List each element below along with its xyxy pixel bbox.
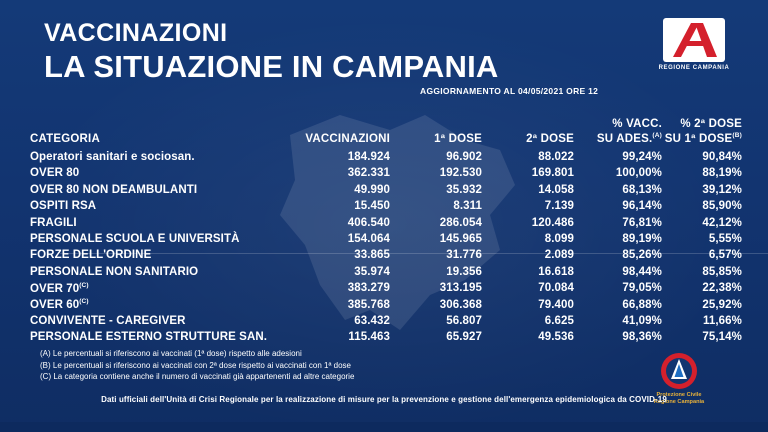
table-body	[30, 149, 742, 346]
table-row	[30, 165, 742, 181]
cell-dose2: 70.084	[538, 282, 574, 295]
cell-perc-vacc: 96,14%	[622, 200, 662, 213]
cell-vaccinazioni: 35.974	[354, 265, 390, 278]
cell-vaccinazioni: 184.924	[347, 151, 390, 164]
cell-perc-dose2: 42,12%	[702, 216, 742, 229]
cell-perc-vacc: 76,81%	[622, 216, 662, 229]
table-row	[30, 198, 742, 214]
col-header-dose1: 1ª DOSE	[434, 132, 482, 145]
cell-dose2: 16.618	[538, 265, 574, 278]
table-row	[30, 231, 742, 247]
header-divider	[60, 253, 768, 254]
note-c: (C) La categoria contiene anche il numero di vaccinati già appartenenti ad altre categorie	[40, 372, 355, 381]
cell-dose1: 8.311	[453, 200, 482, 213]
cell-categoria: OVER $70^{(C)}$	[30, 281, 89, 295]
cell-categoria: OVER $60^{(C)}$	[30, 298, 89, 311]
cell-perc-vacc: 98,36%	[622, 331, 662, 344]
cell-vaccinazioni: 33.865	[354, 249, 390, 262]
cell-dose1: 306.368	[439, 298, 482, 311]
cell-perc-dose2: 85,85%	[702, 265, 742, 278]
cell-vaccinazioni: 362.331	[347, 167, 390, 180]
regione-campania-shield-icon	[663, 18, 725, 62]
table-row	[30, 247, 742, 263]
cell-dose1: 19.356	[446, 265, 482, 278]
protezione-civile-icon	[660, 352, 698, 390]
cell-dose1: 56.807	[446, 314, 482, 327]
cell-dose2: 2.089	[544, 249, 574, 262]
cell-perc-dose2: 6,57%	[708, 249, 742, 262]
col-header-perc-vacc-line1: % VACC.	[612, 118, 662, 130]
table-notes	[40, 348, 354, 383]
table-row	[30, 214, 742, 230]
cell-dose1: 96.902	[446, 151, 482, 164]
table-row	[30, 149, 742, 165]
note-b: (B) Le percentuali si riferiscono ai vaccinati con 2ª dose rispetto ai vaccinati con 1ª dose	[40, 360, 351, 370]
cell-categoria: PERSONALE NON SANITARIO	[30, 265, 199, 278]
cell-vaccinazioni: 406.540	[347, 216, 390, 229]
cell-perc-vacc: 79,05%	[622, 282, 662, 295]
cell-dose2: 88.022	[538, 151, 574, 164]
vaccination-table	[30, 118, 742, 346]
cell-dose1: 286.054	[439, 216, 482, 229]
col-header-perc-dose2	[664, 118, 742, 145]
cell-categoria: CONVIVENTE - CAREGIVER	[30, 314, 186, 327]
cell-perc-dose2: 88,19%	[702, 167, 742, 180]
cell-dose2: 169.801	[531, 167, 574, 180]
table-row	[30, 182, 742, 198]
cell-dose1: 35.932	[446, 183, 482, 196]
cell-perc-dose2: 75,14%	[702, 331, 742, 344]
cell-dose2: 120.486	[531, 216, 574, 229]
cell-dose2: 7.139	[544, 200, 574, 213]
cell-perc-vacc: 100,00%	[615, 167, 662, 180]
cell-categoria: OSPITI RSA	[30, 200, 97, 213]
cell-perc-vacc: 85,26%	[622, 249, 662, 262]
page-title-line2: LA SITUAZIONE IN CAMPANIA	[44, 49, 499, 84]
cell-vaccinazioni: 49.990	[354, 183, 390, 196]
cell-perc-vacc: 99,24%	[622, 151, 662, 164]
cell-vaccinazioni: 154.064	[347, 232, 390, 245]
table-header-row	[30, 118, 742, 149]
regione-campania-logo	[646, 18, 742, 71]
footer-text: Dati ufficiali dell'Unità di Crisi Regionale per la realizzazione di misure per la prevenzione e gestione dell'emergenza epidemiologica da COVID-19	[101, 395, 667, 404]
cell-perc-vacc: 66,88%	[622, 298, 662, 311]
cell-perc-vacc: 89,19%	[622, 232, 662, 245]
col-header-perc-vacc-line2: SU ADES.$^{(A)}$	[596, 132, 662, 145]
cell-dose1: 192.530	[439, 167, 482, 180]
col-header-dose2: 2ª DOSE	[526, 132, 574, 145]
cell-vaccinazioni: 15.450	[354, 200, 390, 213]
cell-perc-dose2: 39,12%	[702, 183, 742, 196]
cell-perc-dose2: 85,90%	[702, 200, 742, 213]
bottom-bar	[0, 422, 768, 432]
cell-dose2: 6.625	[544, 314, 574, 327]
table-row	[30, 329, 742, 345]
col-header-perc-vacc	[578, 118, 664, 145]
cell-categoria: OVER 80	[30, 167, 80, 180]
table-row	[30, 296, 742, 312]
cell-dose1: 313.195	[439, 282, 482, 295]
table-row	[30, 280, 742, 296]
cell-categoria: PERSONALE SCUOLA E UNIVERSITÀ	[30, 232, 240, 245]
cell-vaccinazioni: 63.432	[354, 314, 390, 327]
cell-vaccinazioni: 115.463	[348, 331, 390, 344]
cell-perc-vacc: 98,44%	[622, 265, 662, 278]
col-header-vaccinazioni: VACCINAZIONI	[305, 132, 390, 145]
protezione-civile-caption: Protezione Civile Regione Campania	[653, 392, 705, 405]
cell-vaccinazioni: 385.768	[347, 298, 390, 311]
cell-dose2: 14.058	[538, 183, 574, 196]
table-row	[30, 313, 742, 329]
cell-categoria: FORZE DELL'ORDINE	[30, 249, 152, 262]
cell-dose2: 49.536	[538, 331, 574, 344]
cell-perc-dose2: 22,38%	[702, 282, 742, 295]
cell-perc-dose2: 25,92%	[702, 298, 742, 311]
cell-categoria-note: (C)	[79, 298, 89, 306]
cell-dose1: 31.776	[446, 249, 482, 262]
cell-categoria: PERSONALE ESTERNO STRUTTURE SAN.	[30, 331, 268, 344]
cell-categoria: FRAGILI	[30, 216, 77, 229]
col-header-perc-dose2-line1: % 2ª DOSE	[680, 118, 742, 130]
cell-perc-dose2: 11,66%	[703, 314, 742, 327]
cell-dose1: 145.965	[439, 232, 482, 245]
update-timestamp: AGGIORNAMENTO AL 04/05/2021 ORE 12	[420, 86, 599, 96]
cell-categoria-note: (C)	[79, 281, 89, 289]
cell-dose2: 8.099	[544, 232, 574, 245]
cell-perc-dose2: 5,55%	[708, 232, 742, 245]
cell-dose2: 79.400	[538, 298, 574, 311]
table-row	[30, 264, 742, 280]
cell-categoria: OVER 80 NON DEAMBULANTI	[30, 183, 198, 196]
cell-categoria: Operatori sanitari e sociosan.	[30, 151, 195, 164]
regione-campania-caption: REGIONE CAMPANIA	[658, 65, 730, 71]
cell-dose1: 65.927	[446, 331, 482, 344]
col-header-perc-dose2-line2: SU 1ª $DOSE^{(B)}$	[664, 132, 742, 145]
cell-perc-vacc: 41,09%	[622, 314, 662, 327]
page-header	[44, 18, 499, 86]
col-header-categoria: CATEGORIA	[30, 132, 100, 145]
note-a: (A) Le percentuali si riferiscono ai vaccinati (1ª dose) rispetto alle adesioni	[40, 349, 302, 358]
cell-perc-dose2: 90,84%	[702, 151, 742, 164]
cell-perc-vacc: 68,13%	[622, 183, 662, 196]
page-title-line1: VACCINAZIONI	[44, 19, 228, 47]
cell-vaccinazioni: 383.279	[347, 282, 390, 295]
